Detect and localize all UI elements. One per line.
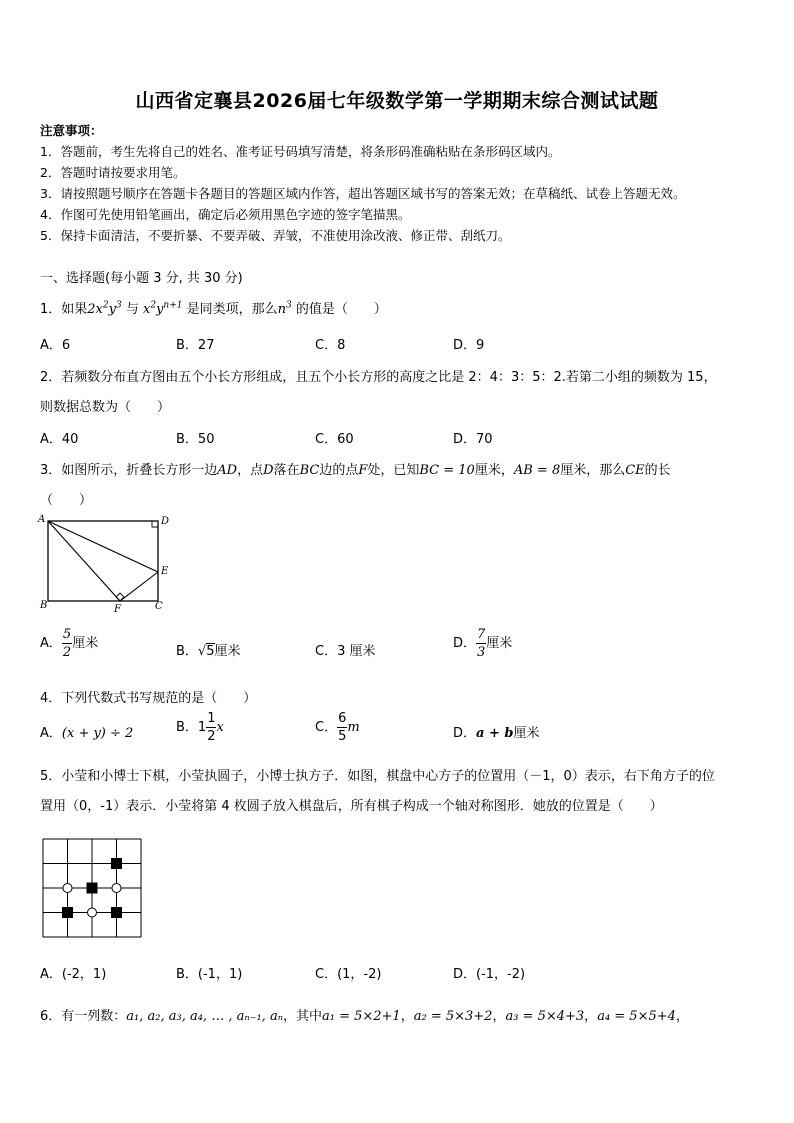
question-5-stem: 5．小莹和小博士下棋，小莹执圆子，小博士执方子．如图，棋盘中心方子的位置用（－1，0）表示，右下角方子的位: [40, 769, 715, 784]
notice-item: 3．请按照题号顺序在答题卡各题目的答题区域内作答，超出答题区域书写的答案无效；在草稿纸、试卷上答题无效。: [40, 186, 686, 201]
right-angle-mark-d: [152, 521, 158, 527]
question-2-stem: 2．若频数分布直方图由五个小长方形组成，且五个小长方形的高度之比是 2：4：3：5：2.若第二小组的频数为 15，: [40, 370, 717, 385]
option-b: B．1 $\frac{1}{2}$ x: [176, 711, 224, 744]
option-a: A．6: [40, 338, 71, 353]
segment-af: [48, 521, 120, 601]
square-piece: [62, 907, 73, 918]
option-b: B．27: [176, 338, 215, 353]
option-c: C．60: [315, 432, 354, 447]
option-b: B．50: [176, 432, 215, 447]
option-b: B．(-1，1): [176, 967, 243, 982]
square-piece: [111, 858, 122, 869]
section-heading: 一、选择题(每小题 3 分, 共 30 分): [40, 271, 243, 286]
option-c: C．8: [315, 338, 346, 353]
page-title: 山西省定襄县2026届七年级数学第一学期期末综合测试试题: [135, 90, 659, 112]
question-6-stem: 6．有一列数：a₁, a₂, a₃, a₄, … , aₙ₋₁, aₙ，其中a₁ = 5×2+1，a₂ = 5×3+2，a₃ = 5×4+3，a₄ = 5×5+4，: [40, 1009, 689, 1024]
question-4-stem: 4．下列代数式书写规范的是（ ）: [40, 691, 257, 706]
right-angle-mark-f: [116, 593, 124, 601]
notice-heading: 注意事项：: [40, 123, 103, 138]
option-a: A． $\frac{5}{2}$ 厘米: [40, 627, 99, 660]
label-e: E: [161, 566, 169, 577]
question-3-stem: 3．如图所示，折叠长方形一边AD，点D落在BC边的点F处，已知BC = 10厘米，AB = 8厘米，那么CE的长: [40, 463, 671, 478]
question-1-stem: 1．如果$2x^2y^3$ 与 $x^2y^{n+1}$ 是同类项，那么$n^3$ 的值是（ ）: [40, 300, 387, 317]
round-piece: [63, 884, 72, 893]
option-d: D．70: [453, 432, 493, 447]
option-c: C．3 厘米: [315, 644, 376, 659]
option-b: B．√5厘米: [176, 644, 241, 659]
square-piece-center: [87, 883, 98, 894]
round-piece: [112, 884, 121, 893]
notice-item: 2．答题时请按要求用笔。: [40, 165, 186, 180]
square-piece-bottom-right: [111, 907, 122, 918]
notice-item: 5．保持卡面清洁，不要折暴、不要弄破、弄皱，不准使用涂改液、修正带、刮纸刀。: [40, 228, 511, 243]
option-c: C． $\frac{6}{5}$ m: [315, 711, 360, 744]
rectangle-abcd: [48, 521, 158, 601]
question-5-stem-cont: 置用（0，-1）表示．小莹将第 4 枚圆子放入棋盘后，所有棋子构成一个轴对称图形．她放的位置是（ ）: [40, 799, 663, 814]
option-d: D．9: [453, 338, 485, 353]
option-d: D．a + b厘米: [453, 726, 540, 741]
chess-board-figure: [40, 836, 144, 940]
notice-item: 4．作图可先使用铅笔画出，确定后必须用黑色字迹的签字笔描黑。: [40, 207, 411, 222]
round-piece: [88, 908, 97, 917]
question-2-stem-cont: 则数据总数为（ ）: [40, 400, 171, 415]
option-d: D．(-1，-2): [453, 967, 526, 982]
rectangle-fold-figure: [34, 512, 174, 616]
notice-item: 1．答题前，考生先将自己的姓名、准考证号码填写清楚，将条形码准确粘贴在条形码区域内。: [40, 144, 561, 159]
label-b: B: [40, 600, 48, 611]
option-a: A．(-2，1): [40, 967, 107, 982]
question-3-stem-cont: （ ）: [40, 493, 93, 508]
label-d: D: [161, 516, 170, 527]
label-a: A: [38, 514, 46, 525]
segment-fe: [120, 572, 158, 601]
label-f: F: [114, 604, 121, 615]
label-c: C: [155, 601, 163, 612]
option-a: A．(x + y) ÷ 2: [40, 726, 134, 741]
option-c: C．(1，-2): [315, 967, 382, 982]
segment-ae: [48, 521, 158, 572]
option-d: D． $\frac{7}{3}$ 厘米: [453, 627, 513, 660]
option-a: A．40: [40, 432, 79, 447]
